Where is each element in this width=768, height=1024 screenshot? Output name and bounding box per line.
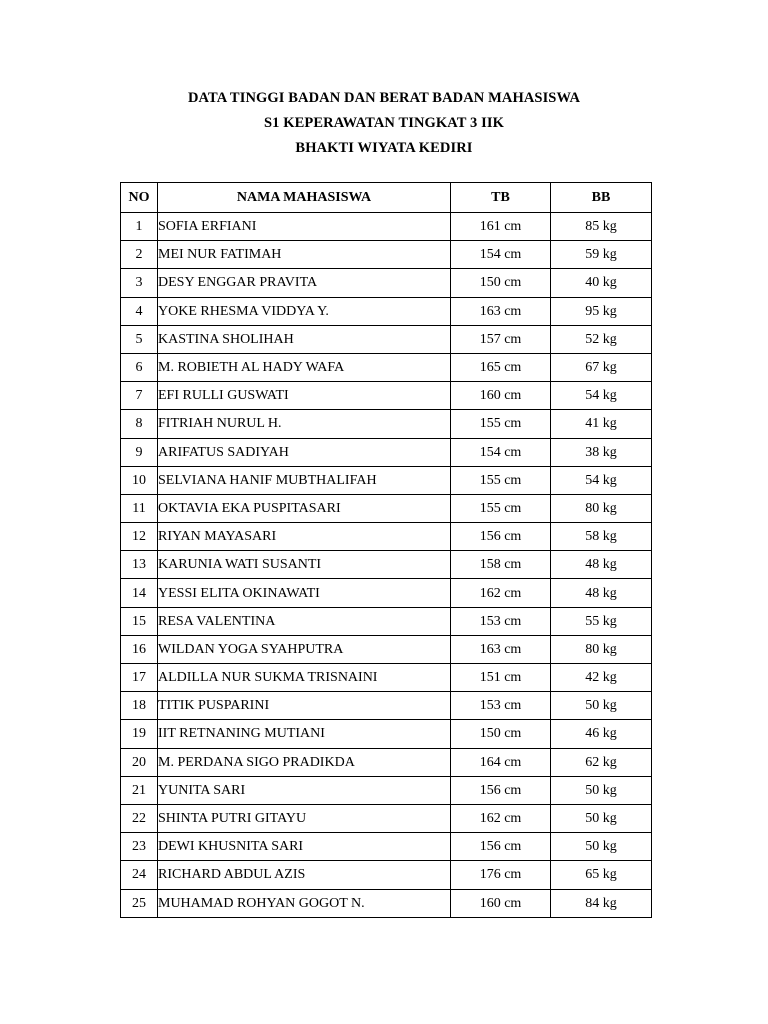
table-row: [121, 720, 652, 748]
cell-bb: 55 kg: [551, 607, 652, 635]
table-row: [121, 410, 652, 438]
header-name: NAMA MAHASISWA: [158, 183, 451, 213]
cell-tb: 155 cm: [451, 410, 551, 438]
cell-no: 13: [121, 551, 158, 579]
cell-no: 21: [121, 776, 158, 804]
table-row: [121, 325, 652, 353]
cell-tb: 157 cm: [451, 325, 551, 353]
cell-tb: 156 cm: [451, 833, 551, 861]
table-row: [121, 833, 652, 861]
cell-tb: 162 cm: [451, 804, 551, 832]
cell-name: YESSI ELITA OKINAWATI: [158, 579, 451, 607]
cell-name: EFI RULLI GUSWATI: [158, 382, 451, 410]
table-body: [121, 213, 652, 918]
cell-no: 17: [121, 664, 158, 692]
table-row: [121, 635, 652, 663]
table-row: [121, 523, 652, 551]
cell-bb: 41 kg: [551, 410, 652, 438]
cell-no: 22: [121, 804, 158, 832]
cell-name: MUHAMAD ROHYAN GOGOT N.: [158, 889, 451, 917]
cell-bb: 50 kg: [551, 804, 652, 832]
cell-no: 12: [121, 523, 158, 551]
cell-no: 14: [121, 579, 158, 607]
cell-no: 2: [121, 241, 158, 269]
cell-no: 15: [121, 607, 158, 635]
cell-tb: 176 cm: [451, 861, 551, 889]
cell-bb: 42 kg: [551, 664, 652, 692]
header-tb: TB: [451, 183, 551, 213]
cell-name: SOFIA ERFIANI: [158, 213, 451, 241]
cell-name: ALDILLA NUR SUKMA TRISNAINI: [158, 664, 451, 692]
table-row: [121, 861, 652, 889]
table-row: [121, 664, 652, 692]
cell-name: M. PERDANA SIGO PRADIKDA: [158, 748, 451, 776]
cell-name: OKTAVIA EKA PUSPITASARI: [158, 494, 451, 522]
cell-no: 24: [121, 861, 158, 889]
cell-bb: 59 kg: [551, 241, 652, 269]
table-row: [121, 382, 652, 410]
cell-name: DESY ENGGAR PRAVITA: [158, 269, 451, 297]
table-row: [121, 692, 652, 720]
table-row: [121, 213, 652, 241]
cell-name: RIYAN MAYASARI: [158, 523, 451, 551]
cell-name: MEI NUR FATIMAH: [158, 241, 451, 269]
student-data-table: [120, 182, 652, 918]
cell-bb: 84 kg: [551, 889, 652, 917]
cell-tb: 151 cm: [451, 664, 551, 692]
cell-tb: 156 cm: [451, 523, 551, 551]
cell-no: 8: [121, 410, 158, 438]
cell-tb: 154 cm: [451, 438, 551, 466]
cell-name: WILDAN YOGA SYAHPUTRA: [158, 635, 451, 663]
cell-bb: 52 kg: [551, 325, 652, 353]
cell-bb: 67 kg: [551, 353, 652, 381]
cell-tb: 155 cm: [451, 494, 551, 522]
header-bb: BB: [551, 183, 652, 213]
cell-no: 16: [121, 635, 158, 663]
table-header-row: [121, 183, 652, 213]
cell-name: ARIFATUS SADIYAH: [158, 438, 451, 466]
cell-name: KASTINA SHOLIHAH: [158, 325, 451, 353]
cell-no: 6: [121, 353, 158, 381]
cell-bb: 65 kg: [551, 861, 652, 889]
cell-bb: 50 kg: [551, 776, 652, 804]
cell-no: 5: [121, 325, 158, 353]
cell-tb: 162 cm: [451, 579, 551, 607]
cell-bb: 80 kg: [551, 494, 652, 522]
cell-name: M. ROBIETH AL HADY WAFA: [158, 353, 451, 381]
cell-tb: 161 cm: [451, 213, 551, 241]
cell-bb: 40 kg: [551, 269, 652, 297]
cell-name: SELVIANA HANIF MUBTHALIFAH: [158, 466, 451, 494]
table-row: [121, 269, 652, 297]
cell-tb: 165 cm: [451, 353, 551, 381]
cell-bb: 54 kg: [551, 466, 652, 494]
cell-bb: 46 kg: [551, 720, 652, 748]
table-row: [121, 241, 652, 269]
cell-no: 4: [121, 297, 158, 325]
document-title: [0, 86, 768, 161]
table-row: [121, 776, 652, 804]
cell-tb: 153 cm: [451, 692, 551, 720]
table-row: [121, 438, 652, 466]
cell-tb: 164 cm: [451, 748, 551, 776]
cell-no: 7: [121, 382, 158, 410]
cell-name: SHINTA PUTRI GITAYU: [158, 804, 451, 832]
cell-no: 9: [121, 438, 158, 466]
title-line-3: BHAKTI WIYATA KEDIRI: [295, 140, 473, 156]
title-line-2: S1 KEPERAWATAN TINGKAT 3 IIK: [264, 115, 504, 131]
table-row: [121, 551, 652, 579]
cell-tb: 160 cm: [451, 889, 551, 917]
cell-tb: 160 cm: [451, 382, 551, 410]
cell-bb: 95 kg: [551, 297, 652, 325]
cell-name: RICHARD ABDUL AZIS: [158, 861, 451, 889]
cell-tb: 155 cm: [451, 466, 551, 494]
table-row: [121, 804, 652, 832]
cell-name: DEWI KHUSNITA SARI: [158, 833, 451, 861]
cell-tb: 150 cm: [451, 720, 551, 748]
cell-bb: 50 kg: [551, 692, 652, 720]
cell-no: 20: [121, 748, 158, 776]
cell-name: RESA VALENTINA: [158, 607, 451, 635]
cell-no: 1: [121, 213, 158, 241]
table-row: [121, 889, 652, 917]
cell-tb: 156 cm: [451, 776, 551, 804]
cell-bb: 38 kg: [551, 438, 652, 466]
cell-bb: 62 kg: [551, 748, 652, 776]
cell-tb: 153 cm: [451, 607, 551, 635]
cell-name: YOKE RHESMA VIDDYA Y.: [158, 297, 451, 325]
cell-no: 25: [121, 889, 158, 917]
cell-tb: 154 cm: [451, 241, 551, 269]
cell-name: KARUNIA WATI SUSANTI: [158, 551, 451, 579]
table-row: [121, 353, 652, 381]
cell-no: 18: [121, 692, 158, 720]
table-row: [121, 494, 652, 522]
cell-no: 3: [121, 269, 158, 297]
cell-name: IIT RETNANING MUTIANI: [158, 720, 451, 748]
cell-bb: 48 kg: [551, 551, 652, 579]
cell-bb: 58 kg: [551, 523, 652, 551]
cell-bb: 80 kg: [551, 635, 652, 663]
cell-no: 23: [121, 833, 158, 861]
table-row: [121, 607, 652, 635]
table-row: [121, 579, 652, 607]
cell-name: TITIK PUSPARINI: [158, 692, 451, 720]
cell-name: FITRIAH NURUL H.: [158, 410, 451, 438]
title-line-1: DATA TINGGI BADAN DAN BERAT BADAN MAHASISWA: [187, 90, 581, 106]
cell-no: 19: [121, 720, 158, 748]
cell-tb: 158 cm: [451, 551, 551, 579]
cell-bb: 50 kg: [551, 833, 652, 861]
cell-tb: 150 cm: [451, 269, 551, 297]
cell-bb: 85 kg: [551, 213, 652, 241]
cell-no: 10: [121, 466, 158, 494]
cell-tb: 163 cm: [451, 635, 551, 663]
table-row: [121, 748, 652, 776]
table-row: [121, 297, 652, 325]
cell-no: 11: [121, 494, 158, 522]
cell-bb: 48 kg: [551, 579, 652, 607]
cell-name: YUNITA SARI: [158, 776, 451, 804]
cell-bb: 54 kg: [551, 382, 652, 410]
cell-tb: 163 cm: [451, 297, 551, 325]
header-no: NO: [121, 183, 158, 213]
table-row: [121, 466, 652, 494]
